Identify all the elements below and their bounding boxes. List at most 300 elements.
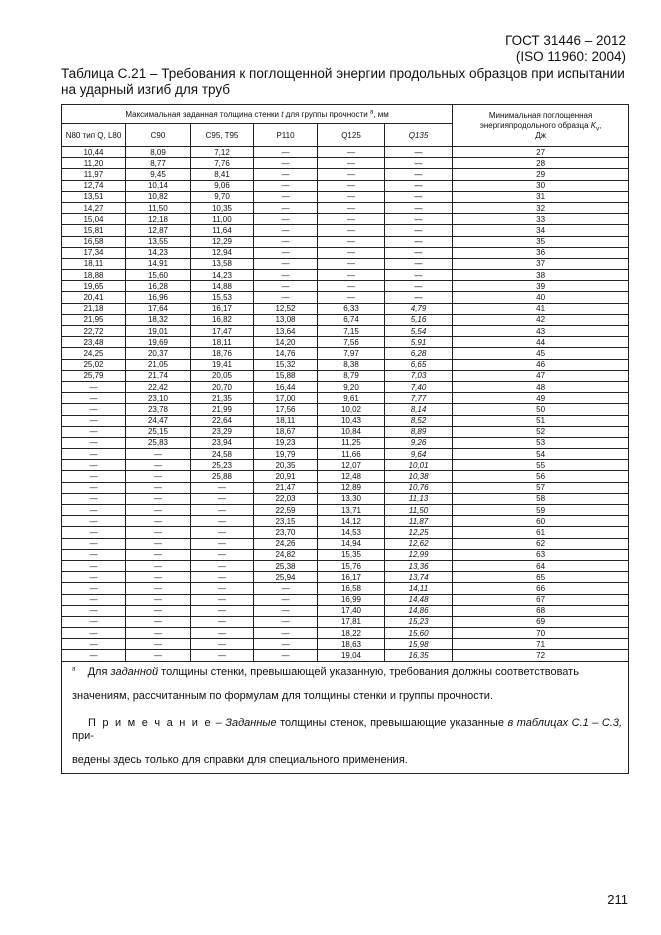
table-row [62, 247, 629, 258]
table-cell: — [62, 605, 126, 616]
table-cell: 12,48 [318, 471, 385, 482]
table-cell: — [191, 516, 254, 527]
table-cell: 23,78 [126, 404, 191, 415]
table-row [62, 180, 629, 191]
table-row [62, 314, 629, 325]
table-cell: 36 [453, 247, 629, 258]
table-cell: — [254, 258, 318, 269]
table-cell: — [254, 236, 318, 247]
table-cell: 6,65 [385, 359, 453, 370]
table-cell: — [191, 650, 254, 661]
table-row [62, 404, 629, 415]
table-cell: — [126, 572, 191, 583]
table-row [62, 639, 629, 650]
footnote-a-continued: значениям, рассчитанным по формулам для толщины стенки и группы прочности. [72, 689, 494, 702]
table-note: П р и м е ч а н и е – Заданные толщины стенок, превышающие указанные в таблицах С.1 – С.3, при- [72, 716, 623, 742]
table-cell: 19,69 [126, 337, 191, 348]
table-cell: 12,94 [191, 247, 254, 258]
table-cell: 22,64 [191, 415, 254, 426]
table-cell: 13,71 [318, 505, 385, 516]
table-cell: 9,20 [318, 381, 385, 392]
table-cell: 8,09 [126, 147, 191, 158]
table-row [62, 393, 629, 404]
table-cell: 11,25 [318, 437, 385, 448]
column-header: N80 тип Q, L80 [62, 124, 126, 147]
table-row [62, 359, 629, 370]
table-cell: 16,17 [318, 572, 385, 583]
table-cell: — [126, 616, 191, 627]
table-cell: 15,81 [62, 225, 126, 236]
table-cell: — [191, 493, 254, 504]
table-cell: 18,88 [62, 270, 126, 281]
table-cell: — [385, 270, 453, 281]
table-cell: — [62, 549, 126, 560]
table-row [62, 516, 629, 527]
table-cell: 12,87 [126, 225, 191, 236]
table-cell: 13,08 [254, 314, 318, 325]
table-cell: 15,88 [254, 370, 318, 381]
table-cell: — [254, 281, 318, 292]
table-cell: 25,15 [126, 426, 191, 437]
table-cell: — [318, 225, 385, 236]
column-header: Q135 [385, 124, 453, 147]
table-cell: — [126, 605, 191, 616]
table-cell: 34 [453, 225, 629, 236]
table-cell: — [254, 605, 318, 616]
table-cell: 25,23 [191, 460, 254, 471]
table-cell: 11,00 [191, 214, 254, 225]
table-row [62, 381, 629, 392]
table-cell: 20,05 [191, 370, 254, 381]
table-cell: 16,58 [318, 583, 385, 594]
table-cell: 35 [453, 236, 629, 247]
table-cell: — [385, 258, 453, 269]
table-cell: 7,97 [318, 348, 385, 359]
table-cell: 8,41 [191, 169, 254, 180]
table-cell: 19,79 [254, 449, 318, 460]
table-cell: 11,13 [385, 493, 453, 504]
table-cell: 14,53 [318, 527, 385, 538]
table-row [62, 572, 629, 583]
table-cell: 49 [453, 393, 629, 404]
table-cell: 9,45 [126, 169, 191, 180]
table-cell: 19,01 [126, 326, 191, 337]
table-cell: — [318, 236, 385, 247]
table-cell: — [254, 225, 318, 236]
table-cell: 5,91 [385, 337, 453, 348]
table-cell: — [191, 549, 254, 560]
table-cell: — [62, 572, 126, 583]
wall-thickness-group-header: Максимальная заданная толщина стенки t для группы прочности $^a$, мм [62, 105, 453, 124]
table-cell: 21,05 [126, 359, 191, 370]
table-cell: 13,51 [62, 191, 126, 202]
table-cell: 11,20 [62, 158, 126, 169]
table-cell: 61 [453, 527, 629, 538]
table-cell: 14,20 [254, 337, 318, 348]
table-row [62, 169, 629, 180]
table-cell: 28 [453, 158, 629, 169]
table-cell: 19,65 [62, 281, 126, 292]
table-row [62, 594, 629, 605]
table-cell: 65 [453, 572, 629, 583]
table-row [62, 471, 629, 482]
table-row [62, 449, 629, 460]
table-cell: 47 [453, 370, 629, 381]
table-cell: 9,06 [191, 180, 254, 191]
table-cell: — [126, 549, 191, 560]
page-number: 211 [607, 892, 628, 907]
impact-energy-table [61, 104, 629, 774]
table-cell: 12,74 [62, 180, 126, 191]
standard-designation: ГОСТ 31446 – 2012 [505, 33, 626, 48]
table-cell: 11,66 [318, 449, 385, 460]
table-cell: 15,60 [126, 270, 191, 281]
table-cell: 14,88 [191, 281, 254, 292]
table-cell: 14,91 [126, 258, 191, 269]
table-cell: — [254, 270, 318, 281]
table-cell: 33 [453, 214, 629, 225]
table-cell: — [126, 628, 191, 639]
table-cell: 7,03 [385, 370, 453, 381]
table-cell: 8,52 [385, 415, 453, 426]
iso-designation: (ISO 11960: 2004) [515, 49, 626, 64]
table-cell: 12,99 [385, 549, 453, 560]
table-cell: — [62, 505, 126, 516]
table-cell: 20,35 [254, 460, 318, 471]
table-cell: 16,44 [254, 381, 318, 392]
table-cell: — [254, 292, 318, 303]
table-cell: 10,44 [62, 147, 126, 158]
table-cell: 15,23 [385, 616, 453, 627]
table-cell: — [318, 147, 385, 158]
table-cell: 14,23 [191, 270, 254, 281]
table-cell: 15,35 [318, 549, 385, 560]
table-cell: 13,74 [385, 572, 453, 583]
table-cell: 17,64 [126, 303, 191, 314]
table-cell: — [191, 594, 254, 605]
table-cell: 13,64 [254, 326, 318, 337]
table-cell: 15,32 [254, 359, 318, 370]
table-caption: Таблица С.21 – Требования к поглощенной энергии продольных образцов при испытании на ударный изгиб для труб [61, 66, 625, 97]
table-row [62, 505, 629, 516]
table-cell: 24,47 [126, 415, 191, 426]
table-cell: — [318, 202, 385, 213]
table-cell: 70 [453, 628, 629, 639]
table-cell: 24,25 [62, 348, 126, 359]
table-cell: — [62, 594, 126, 605]
table-cell: 12,52 [254, 303, 318, 314]
table-row [62, 281, 629, 292]
table-cell: 15,04 [62, 214, 126, 225]
table-cell: 17,81 [318, 616, 385, 627]
table-cell: 9,26 [385, 437, 453, 448]
table-cell: — [62, 616, 126, 627]
table-cell: — [318, 270, 385, 281]
table-cell: 9,61 [318, 393, 385, 404]
table-cell: — [254, 639, 318, 650]
table-cell: — [254, 650, 318, 661]
table-cell: 23,15 [254, 516, 318, 527]
table-cell: 25,38 [254, 560, 318, 571]
table-cell: 69 [453, 616, 629, 627]
table-cell: 8,89 [385, 426, 453, 437]
table-cell: — [62, 527, 126, 538]
table-cell: 59 [453, 505, 629, 516]
table-cell: — [126, 639, 191, 650]
table-cell: — [126, 538, 191, 549]
table-cell: 16,96 [126, 292, 191, 303]
table-cell: — [254, 191, 318, 202]
table-cell: 18,67 [254, 426, 318, 437]
table-cell: — [191, 616, 254, 627]
table-cell: 5,16 [385, 314, 453, 325]
table-cell: — [318, 214, 385, 225]
table-cell: 56 [453, 471, 629, 482]
table-cell: 11,50 [385, 505, 453, 516]
table-cell: 4,79 [385, 303, 453, 314]
table-cell: — [126, 560, 191, 571]
table-cell: 10,43 [318, 415, 385, 426]
table-cell: 22,42 [126, 381, 191, 392]
table-cell: 60 [453, 516, 629, 527]
table-cell: — [126, 516, 191, 527]
table-cell: 23,70 [254, 527, 318, 538]
table-cell: 17,47 [191, 326, 254, 337]
table-cell: — [254, 583, 318, 594]
table-row [62, 616, 629, 627]
table-row [62, 348, 629, 359]
table-row [62, 437, 629, 448]
table-cell: 6,28 [385, 348, 453, 359]
table-cell: 19,04 [318, 650, 385, 661]
min-energy-header: Минимальная поглощенная энергияпродольного образца $K_v$, Дж [453, 105, 629, 147]
table-row [62, 303, 629, 314]
table-cell: 9,70 [191, 191, 254, 202]
table-cell: — [254, 158, 318, 169]
table-row [62, 493, 629, 504]
table-cell: 63 [453, 549, 629, 560]
table-cell: 21,99 [191, 404, 254, 415]
table-cell: 52 [453, 426, 629, 437]
table-cell: — [191, 482, 254, 493]
table-cell: 20,37 [126, 348, 191, 359]
table-cell: — [126, 449, 191, 460]
table-cell: 8,14 [385, 404, 453, 415]
table-row [62, 460, 629, 471]
table-cell: — [254, 214, 318, 225]
table-cell: 20,70 [191, 381, 254, 392]
table-cell: — [191, 538, 254, 549]
table-cell: 38 [453, 270, 629, 281]
table-cell: 11,50 [126, 202, 191, 213]
table-cell: 42 [453, 314, 629, 325]
table-row [62, 158, 629, 169]
table-cell: 39 [453, 281, 629, 292]
table-row [62, 202, 629, 213]
table-cell: 17,34 [62, 247, 126, 258]
table-cell: 12,62 [385, 538, 453, 549]
table-cell: — [254, 147, 318, 158]
table-cell: 14,23 [126, 247, 191, 258]
table-cell: 12,18 [126, 214, 191, 225]
table-cell: 45 [453, 348, 629, 359]
table-cell: 17,56 [254, 404, 318, 415]
table-cell: — [191, 639, 254, 650]
table-cell: 11,64 [191, 225, 254, 236]
table-cell: 21,95 [62, 314, 126, 325]
column-header: C95, T95 [191, 124, 254, 147]
table-cell: 23,29 [191, 426, 254, 437]
table-cell: 7,56 [318, 337, 385, 348]
table-cell: 67 [453, 594, 629, 605]
table-cell: 14,11 [385, 583, 453, 594]
table-cell: 51 [453, 415, 629, 426]
table-cell: 13,36 [385, 560, 453, 571]
table-cell: 24,82 [254, 549, 318, 560]
table-cell: 15,53 [191, 292, 254, 303]
table-cell: — [318, 292, 385, 303]
table-cell: 22,03 [254, 493, 318, 504]
table-cell: — [126, 594, 191, 605]
table-cell: — [191, 527, 254, 538]
table-cell: 21,47 [254, 482, 318, 493]
table-cell: — [126, 650, 191, 661]
column-header: Q125 [318, 124, 385, 147]
table-cell: 58 [453, 493, 629, 504]
table-cell: 43 [453, 326, 629, 337]
table-cell: 54 [453, 449, 629, 460]
table-cell: 21,35 [191, 393, 254, 404]
table-cell: 25,83 [126, 437, 191, 448]
table-cell: 7,12 [191, 147, 254, 158]
table-cell: 50 [453, 404, 629, 415]
table-cell: 10,02 [318, 404, 385, 415]
table-row [62, 527, 629, 538]
table-cell: 8,38 [318, 359, 385, 370]
table-cell: 10,76 [385, 482, 453, 493]
table-row [62, 214, 629, 225]
table-cell: 6,33 [318, 303, 385, 314]
table-cell: 64 [453, 560, 629, 571]
table-cell: 10,35 [191, 202, 254, 213]
table-cell: — [126, 527, 191, 538]
table-cell: — [254, 169, 318, 180]
table-cell: — [318, 281, 385, 292]
table-cell: 23,48 [62, 337, 126, 348]
table-cell: 23,94 [191, 437, 254, 448]
footnote-a: $^a$ Для заданной толщины стенки, превышающей указанную, требования должны соответствовать [72, 665, 579, 678]
table-cell: 14,86 [385, 605, 453, 616]
table-cell: 27 [453, 147, 629, 158]
table-row [62, 292, 629, 303]
table-cell: 17,40 [318, 605, 385, 616]
table-cell: — [385, 147, 453, 158]
table-cell: — [385, 225, 453, 236]
table-cell: 41 [453, 303, 629, 314]
table-row [62, 560, 629, 571]
table-cell: 20,41 [62, 292, 126, 303]
table-cell: 25,02 [62, 359, 126, 370]
table-cell: 46 [453, 359, 629, 370]
table-cell: 18,22 [318, 628, 385, 639]
table-row [62, 482, 629, 493]
table-cell: — [385, 214, 453, 225]
table-cell: — [191, 628, 254, 639]
table-cell: — [318, 180, 385, 191]
table-cell: — [385, 169, 453, 180]
table-cell: — [62, 538, 126, 549]
table-cell: 10,84 [318, 426, 385, 437]
table-cell: — [62, 493, 126, 504]
table-cell: — [62, 426, 126, 437]
table-cell: — [62, 437, 126, 448]
table-row [62, 326, 629, 337]
table-cell: — [62, 460, 126, 471]
table-row [62, 583, 629, 594]
table-cell: — [62, 650, 126, 661]
table-cell: — [254, 180, 318, 191]
table-cell: 24,58 [191, 449, 254, 460]
table-cell: 14,48 [385, 594, 453, 605]
table-cell: 18,11 [254, 415, 318, 426]
table-cell: 24,26 [254, 538, 318, 549]
table-cell: — [62, 381, 126, 392]
table-cell: 14,76 [254, 348, 318, 359]
table-cell: — [126, 471, 191, 482]
table-cell: 44 [453, 337, 629, 348]
table-cell: — [191, 605, 254, 616]
table-cell: 12,25 [385, 527, 453, 538]
table-cell: — [62, 639, 126, 650]
table-cell: — [254, 247, 318, 258]
table-cell: 66 [453, 583, 629, 594]
table-cell: 72 [453, 650, 629, 661]
table-row [62, 258, 629, 269]
table-cell: 30 [453, 180, 629, 191]
table-cell: — [254, 628, 318, 639]
table-cell: — [126, 505, 191, 516]
table-cell: 17,00 [254, 393, 318, 404]
table-note-continued: ведены здесь только для справки для специального применения. [72, 753, 408, 766]
table-cell: — [126, 482, 191, 493]
table-cell: — [62, 415, 126, 426]
table-cell: — [385, 180, 453, 191]
table-row [62, 337, 629, 348]
table-cell: — [318, 158, 385, 169]
table-row [62, 370, 629, 381]
table-row [62, 236, 629, 247]
table-cell: — [126, 460, 191, 471]
table-cell: 32 [453, 202, 629, 213]
table-cell: 18,32 [126, 314, 191, 325]
table-cell: 18,11 [191, 337, 254, 348]
table-row [62, 628, 629, 639]
table-cell: 10,01 [385, 460, 453, 471]
table-cell: — [385, 281, 453, 292]
table-cell: 48 [453, 381, 629, 392]
table-cell: 23,10 [126, 393, 191, 404]
table-row [62, 549, 629, 560]
table-cell: 25,94 [254, 572, 318, 583]
table-cell: — [385, 292, 453, 303]
table-cell: — [62, 393, 126, 404]
table-cell: — [318, 191, 385, 202]
table-row [62, 270, 629, 281]
table-cell: 11,87 [385, 516, 453, 527]
table-cell: 16,35 [385, 650, 453, 661]
table-cell: 18,11 [62, 258, 126, 269]
table-cell: 25,88 [191, 471, 254, 482]
